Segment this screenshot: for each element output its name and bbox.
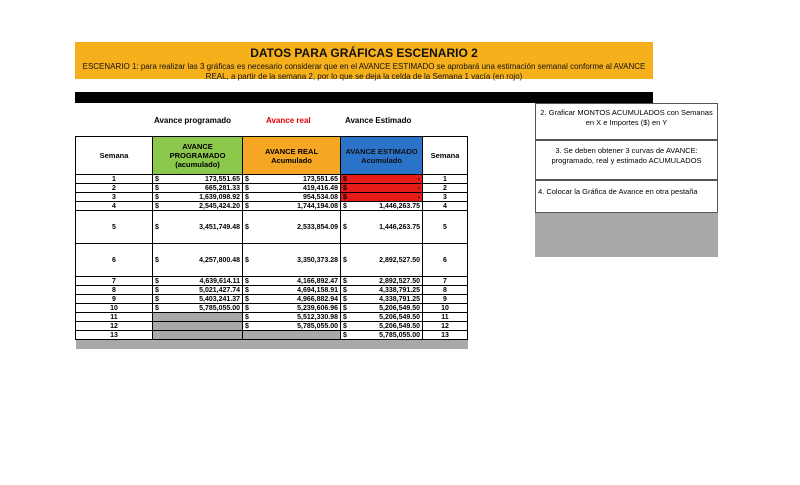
label-avance-programado: Avance programado — [154, 116, 232, 125]
currency-symbol: $ — [155, 277, 159, 285]
cell-programado[interactable] — [153, 202, 243, 211]
currency-symbol: $ — [343, 331, 347, 339]
table-row — [76, 175, 468, 184]
currency-symbol: $ — [343, 223, 347, 231]
amount-value: 3,451,749.48 — [199, 223, 240, 231]
cell-semana-right[interactable]: 11 — [423, 313, 468, 322]
table-body — [76, 175, 468, 340]
amount-value: 954,534.08 — [302, 193, 338, 201]
table-row — [76, 322, 468, 331]
cell-real[interactable] — [243, 175, 341, 184]
amount-value: 5,785,055.00 — [297, 322, 338, 330]
cell-semana-right[interactable]: 7 — [423, 277, 468, 286]
amount-value: 1,446,263.75 — [379, 223, 420, 231]
currency-symbol: $ — [245, 256, 249, 264]
amount-value: 5,021,427.74 — [199, 286, 240, 294]
cell-estimado[interactable] — [341, 295, 423, 304]
currency-symbol: $ — [343, 322, 347, 330]
instructions-panel — [535, 103, 718, 257]
cell-semana[interactable]: 11 — [76, 313, 153, 322]
amount-value: 419,416.49 — [302, 184, 338, 192]
scenario-description: ESCENARIO 1: para realizar las 3 gráficas es necesario considerar que en el AVANCE ESTIMADO se aprobará una estimación semanal conforme al AVANCE REAL, a partir de la semana 2, por lo que se deja la celda de la Semana 1 vacía (en rojo) — [82, 62, 646, 81]
cell-semana[interactable]: 7 — [76, 277, 153, 286]
cell-estimado[interactable] — [341, 211, 423, 244]
currency-symbol: $ — [245, 313, 249, 321]
currency-symbol: $ — [155, 286, 159, 294]
cell-real[interactable] — [243, 304, 341, 313]
table-row — [76, 331, 468, 340]
amount-value: 2,892,527.50 — [379, 277, 420, 285]
cell-semana-right[interactable]: 4 — [423, 202, 468, 211]
amount-value: 5,206,549.50 — [379, 322, 420, 330]
cell-semana-right[interactable]: 2 — [423, 184, 468, 193]
amount-value: 5,239,606.96 — [297, 304, 338, 312]
currency-symbol: $ — [245, 193, 249, 201]
black-divider-bar — [75, 92, 653, 103]
amount-value: 4,257,800.48 — [199, 256, 240, 264]
amount-value: 4,966,882.94 — [297, 295, 338, 303]
currency-symbol: $ — [343, 184, 347, 192]
cell-estimado[interactable] — [341, 193, 423, 202]
cell-programado[interactable] — [153, 331, 243, 340]
cell-real[interactable] — [243, 295, 341, 304]
cell-programado[interactable] — [153, 193, 243, 202]
table-row — [76, 184, 468, 193]
table-row — [76, 286, 468, 295]
note-curvas[interactable]: 3. Se deben obtener 3 curvas de AVANCE: programado, real y estimado ACUMULADOS — [535, 140, 718, 180]
currency-symbol: $ — [343, 286, 347, 294]
amount-value: 173,551.65 — [204, 175, 240, 183]
data-table-region — [75, 136, 467, 349]
currency-symbol: $ — [343, 304, 347, 312]
cell-real[interactable] — [243, 202, 341, 211]
cell-programado[interactable] — [153, 295, 243, 304]
amount-value: 3,350,373.28 — [297, 256, 338, 264]
cell-semana-right[interactable]: 8 — [423, 286, 468, 295]
cell-programado[interactable] — [153, 277, 243, 286]
currency-symbol: $ — [245, 184, 249, 192]
header-avance-real[interactable]: AVANCE REAL Acumulado — [243, 137, 341, 175]
table-row — [76, 202, 468, 211]
cell-estimado[interactable] — [341, 184, 423, 193]
cell-semana[interactable]: 9 — [76, 295, 153, 304]
amount-value: 4,338,791.25 — [379, 286, 420, 294]
currency-symbol: $ — [245, 175, 249, 183]
note-grey-fill — [535, 213, 718, 257]
cell-semana-right[interactable]: 10 — [423, 304, 468, 313]
currency-symbol: $ — [245, 277, 249, 285]
cell-estimado[interactable] — [341, 304, 423, 313]
table-row — [76, 211, 468, 244]
amount-value: 1,446,263.75 — [379, 202, 420, 210]
cell-programado[interactable] — [153, 244, 243, 277]
cell-semana[interactable]: 12 — [76, 322, 153, 331]
currency-symbol: $ — [343, 175, 347, 183]
cell-semana-right[interactable]: 6 — [423, 244, 468, 277]
cell-semana[interactable]: 5 — [76, 211, 153, 244]
cell-estimado[interactable] — [341, 331, 423, 340]
header-avance-estimado[interactable]: AVANCE ESTIMADO Acumulado — [341, 137, 423, 175]
cell-real[interactable] — [243, 286, 341, 295]
cell-estimado[interactable] — [341, 322, 423, 331]
cell-programado[interactable] — [153, 313, 243, 322]
amount-value: - — [417, 193, 420, 201]
cell-real[interactable] — [243, 331, 341, 340]
amount-value: 5,512,330.98 — [297, 313, 338, 321]
currency-symbol: $ — [155, 193, 159, 201]
amount-value: - — [417, 184, 420, 192]
header-avance-programado[interactable]: AVANCE PROGRAMADO (acumulado) — [153, 137, 243, 175]
cell-real[interactable] — [243, 184, 341, 193]
cell-semana[interactable]: 10 — [76, 304, 153, 313]
amount-value: 5,206,549.50 — [379, 304, 420, 312]
cell-semana[interactable]: 1 — [76, 175, 153, 184]
title-banner — [75, 42, 653, 79]
table-row — [76, 244, 468, 277]
cell-real[interactable] — [243, 244, 341, 277]
currency-symbol: $ — [245, 295, 249, 303]
currency-symbol: $ — [155, 184, 159, 192]
amount-value: 2,533,854.09 — [297, 223, 338, 231]
cell-real[interactable] — [243, 322, 341, 331]
currency-symbol: $ — [245, 202, 249, 210]
amount-value: 2,892,527.50 — [379, 256, 420, 264]
currency-symbol: $ — [343, 202, 347, 210]
label-avance-real: Avance real — [266, 116, 311, 125]
amount-value: 4,639,614.11 — [199, 277, 240, 285]
cell-programado[interactable] — [153, 211, 243, 244]
currency-symbol: $ — [343, 277, 347, 285]
avance-table — [75, 136, 468, 349]
currency-symbol: $ — [245, 322, 249, 330]
amount-value: 4,338,791.25 — [379, 295, 420, 303]
cell-estimado[interactable] — [341, 175, 423, 184]
cell-estimado[interactable] — [341, 313, 423, 322]
cell-semana[interactable]: 13 — [76, 331, 153, 340]
currency-symbol: $ — [155, 202, 159, 210]
amount-value: 4,166,892.47 — [297, 277, 338, 285]
amount-value: 173,551.65 — [302, 175, 338, 183]
currency-symbol: $ — [245, 223, 249, 231]
header-semana[interactable]: Semana — [76, 137, 153, 175]
cell-real[interactable] — [243, 193, 341, 202]
currency-symbol: $ — [245, 286, 249, 294]
currency-symbol: $ — [155, 175, 159, 183]
cell-estimado[interactable] — [341, 286, 423, 295]
currency-symbol: $ — [343, 256, 347, 264]
table-row — [76, 295, 468, 304]
cell-semana[interactable]: 6 — [76, 244, 153, 277]
header-semana-right[interactable]: Semana — [423, 137, 468, 175]
note-pestana[interactable]: 4. Colocar la Gráfica de Avance en otra pestaña — [535, 180, 718, 213]
amount-value: 5,785,055.00 — [379, 331, 420, 339]
cell-estimado[interactable] — [341, 202, 423, 211]
label-avance-estimado: Avance Estimado — [345, 116, 412, 125]
currency-symbol: $ — [155, 304, 159, 312]
cell-semana[interactable]: 8 — [76, 286, 153, 295]
table-row — [76, 313, 468, 322]
cell-programado[interactable] — [153, 286, 243, 295]
cell-real[interactable] — [243, 313, 341, 322]
cell-semana-right[interactable]: 1 — [423, 175, 468, 184]
table-row — [76, 304, 468, 313]
currency-symbol: $ — [155, 295, 159, 303]
note-graficar[interactable]: 2. Graficar MONTOS ACUMULADOS con Semanas en X e Importes ($) en Y — [535, 103, 718, 140]
cell-real[interactable] — [243, 211, 341, 244]
table-row — [76, 277, 468, 286]
amount-value: 1,639,098.92 — [199, 193, 240, 201]
currency-symbol: $ — [343, 313, 347, 321]
cell-semana[interactable]: 2 — [76, 184, 153, 193]
cell-semana[interactable]: 3 — [76, 193, 153, 202]
cell-estimado[interactable] — [341, 244, 423, 277]
table-footer-bar — [76, 340, 468, 350]
cell-real[interactable] — [243, 277, 341, 286]
currency-symbol: $ — [155, 223, 159, 231]
amount-value: - — [417, 175, 420, 183]
cell-semana[interactable]: 4 — [76, 202, 153, 211]
cell-semana-right[interactable]: 5 — [423, 211, 468, 244]
currency-symbol: $ — [245, 304, 249, 312]
cell-programado[interactable] — [153, 322, 243, 331]
currency-symbol: $ — [155, 256, 159, 264]
cell-semana-right[interactable]: 3 — [423, 193, 468, 202]
cell-estimado[interactable] — [341, 277, 423, 286]
amount-value: 2,545,424.20 — [199, 202, 240, 210]
sheet-title: DATOS PARA GRÁFICAS ESCENARIO 2 — [250, 46, 478, 60]
amount-value: 5,403,241.37 — [199, 295, 240, 303]
amount-value: 1,744,194.08 — [297, 202, 338, 210]
currency-symbol: $ — [343, 295, 347, 303]
amount-value: 5,785,055.00 — [199, 304, 240, 312]
cell-semana-right[interactable]: 13 — [423, 331, 468, 340]
table-row — [76, 193, 468, 202]
currency-symbol: $ — [343, 193, 347, 201]
amount-value: 5,206,549.50 — [379, 313, 420, 321]
cell-semana-right[interactable]: 9 — [423, 295, 468, 304]
amount-value: 665,281.33 — [204, 184, 240, 192]
cell-semana-right[interactable]: 12 — [423, 322, 468, 331]
cell-programado[interactable] — [153, 184, 243, 193]
cell-programado[interactable] — [153, 175, 243, 184]
footer-fill — [76, 340, 468, 350]
amount-value: 4,694,158.91 — [297, 286, 338, 294]
cell-programado[interactable] — [153, 304, 243, 313]
